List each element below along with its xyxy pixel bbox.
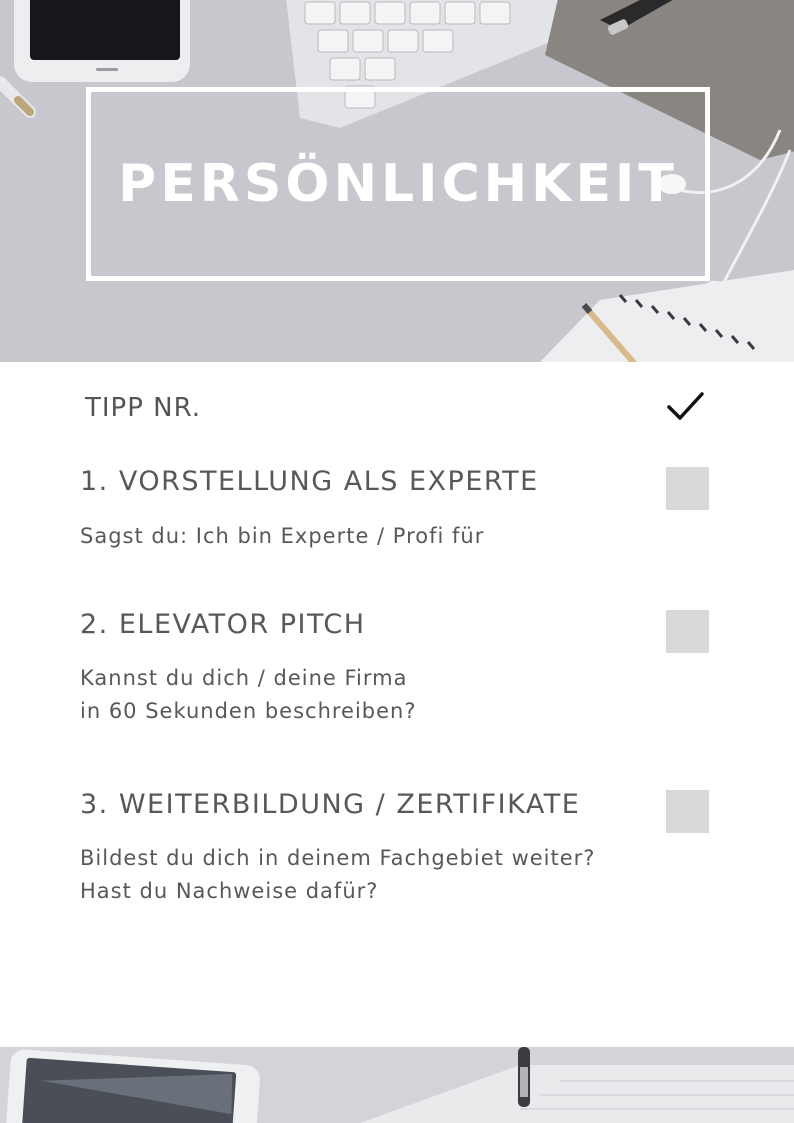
- checkbox-2[interactable]: [666, 610, 709, 653]
- column-header-tipp: TIPP NR.: [85, 393, 202, 423]
- pen-image: [518, 1047, 530, 1107]
- tip-description-line: Bildest du dich in deinem Fachgebiet weiter?: [80, 846, 596, 870]
- checkbox-3[interactable]: [666, 790, 709, 833]
- checkbox-1[interactable]: [666, 467, 709, 510]
- tip-title-3: 3. WEITERBILDUNG / ZERTIFIKATE: [80, 789, 581, 820]
- footer-photo: [0, 1047, 794, 1123]
- page-title: PERSÖNLICHKEIT: [118, 154, 678, 214]
- checkmark-icon: [666, 390, 706, 424]
- desk-photo-illustration: [0, 1047, 794, 1123]
- title-frame: [86, 87, 710, 281]
- phone-image: [14, 0, 190, 82]
- header-photo: [0, 0, 794, 362]
- tip-description-2: [80, 662, 417, 728]
- tip-description-3: [80, 842, 595, 908]
- tip-title-2: 2. ELEVATOR PITCH: [80, 609, 366, 640]
- tip-title-1: 1. VORSTELLUNG ALS EXPERTE: [80, 466, 539, 497]
- tip-description-line: Hast du Nachweise dafür?: [80, 879, 379, 903]
- tip-description-1: [80, 520, 484, 553]
- tip-description-line: Kannst du dich / deine Firma: [80, 666, 408, 690]
- tip-description-line: in 60 Sekunden beschreiben?: [80, 699, 417, 723]
- tip-description-line: Sagst du: Ich bin Experte / Profi für: [80, 524, 485, 548]
